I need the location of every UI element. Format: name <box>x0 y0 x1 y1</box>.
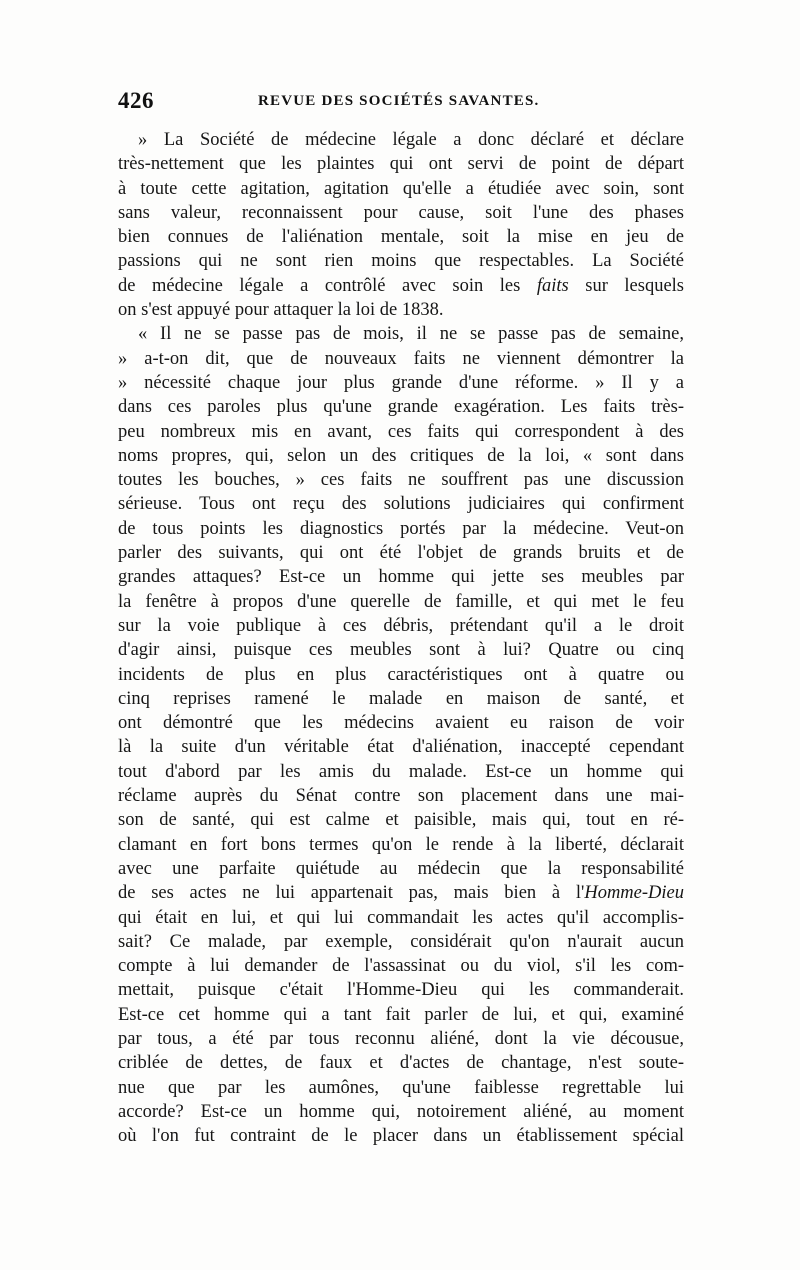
text-line: sérieuse. Tous ont reçu des solutions judiciaires qui confirment <box>118 494 684 515</box>
text-line: tout d'abord par les amis du malade. Est-ce un homme qui <box>118 761 684 782</box>
text-line: très-nettement que les plaintes qui ont servi de point de départ <box>118 154 684 175</box>
text-line: noms propres, qui, selon un des critiques de la loi, « sont dans <box>118 445 684 466</box>
text-line: de médecine légale a contrôlé avec soin les faits sur lesquels <box>118 275 684 296</box>
body-text <box>118 128 684 1148</box>
italic-word: Homme-Dieu <box>584 883 684 904</box>
text-line: là la suite d'un véritable état d'aliénation, inaccepté cependant <box>118 737 684 758</box>
italic-word: faits <box>536 275 569 296</box>
text-line: sur la voie publique à ces débris, prétendant qu'il a le droit <box>118 615 684 636</box>
text-line: « Il ne se passe pas de mois, il ne se passe pas de semaine, <box>138 324 684 345</box>
text-line: grandes attaques? Est-ce un homme qui jette ses meubles par <box>118 567 684 588</box>
text-line: ont démontré que les médecins avaient eu raison de voir <box>118 713 684 734</box>
text-line: toutes les bouches, » ces faits ne souffrent pas une discussion <box>118 470 684 491</box>
text-line: dans ces paroles plus qu'une grande exagération. Les faits très- <box>118 397 684 418</box>
text-line: avec une parfaite quiétude au médecin que la responsabilité <box>118 858 684 879</box>
text-line: passions qui ne sont rien moins que respectables. La Société <box>118 251 684 272</box>
text-line: incidents de plus en plus caractéristiques ont à quatre ou <box>118 664 684 685</box>
text-line: la fenêtre à propos d'une querelle de famille, et qui met le feu <box>118 591 684 612</box>
text-line: accorde? Est-ce un homme qui, notoirement aliéné, au moment <box>118 1101 684 1122</box>
text-line: compte à lui demander de l'assassinat ou du viol, s'il les com- <box>118 956 684 977</box>
text-line: » La Société de médecine légale a donc déclaré et déclare <box>138 130 684 150</box>
text-line: à toute cette agitation, agitation qu'elle a étudiée avec soin, sont <box>118 178 684 199</box>
text-line: réclame auprès du Sénat contre son placement dans une mai- <box>118 786 684 807</box>
text-line: qui était en lui, et qui lui commandait les actes qu'il accomplis- <box>118 907 684 928</box>
text-line: de ses actes ne lui appartenait pas, mais bien à l'Homme-Dieu <box>118 883 684 904</box>
text-line: par tous, a été par tous reconnu aliéné, dont la vie décousue, <box>118 1028 684 1049</box>
text-line: sans valeur, reconnaissent pour cause, soit l'une des phases <box>118 202 684 223</box>
text-line: son de santé, qui est calme et paisible, mais qui, tout en ré- <box>118 810 684 831</box>
text-line: cinq reprises ramené le malade en maison de santé, et <box>118 688 684 709</box>
text-line: de tous points les diagnostics portés par la médecine. Veut-on <box>118 518 684 539</box>
page-header <box>118 88 684 116</box>
text-line: peu nombreux mis en avant, ces faits qui correspondent à des <box>118 421 684 442</box>
text-line: d'agir ainsi, puisque ces meubles sont à lui? Quatre ou cinq <box>118 640 684 661</box>
text-line: criblée de dettes, de faux et d'actes de chantage, n'est soute- <box>118 1053 684 1074</box>
text-line: clamant en fort bons termes qu'on le rende à la liberté, déclarait <box>118 834 684 855</box>
page-number: 426 <box>118 88 154 113</box>
text-line: mettait, puisque c'était l'Homme-Dieu qui les commanderait. <box>118 980 684 1001</box>
text-line: » a-t-on dit, que de nouveaux faits ne viennent démontrer la <box>118 348 684 369</box>
running-head: REVUE DES SOCIÉTÉS SAVANTES. <box>258 93 540 109</box>
text-line: parler des suivants, qui ont été l'objet de grands bruits et de <box>118 543 684 564</box>
text-line: où l'on fut contraint de le placer dans un établissement spécial <box>118 1126 684 1147</box>
text-line: nue que par les aumônes, qu'une faiblesse regrettable lui <box>118 1077 684 1098</box>
text-line: bien connues de l'aliénation mentale, soit la mise en jeu de <box>118 227 684 248</box>
text-line: sait? Ce malade, par exemple, considérait qu'on n'aurait aucun <box>118 931 684 952</box>
text-line: » nécessité chaque jour plus grande d'une réforme. » Il y a <box>118 372 684 393</box>
text-line: on s'est appuyé pour attaquer la loi de 1838. <box>118 300 444 321</box>
text-line: Est-ce cet homme qui a tant fait parler de lui, et qui, examiné <box>118 1004 684 1025</box>
